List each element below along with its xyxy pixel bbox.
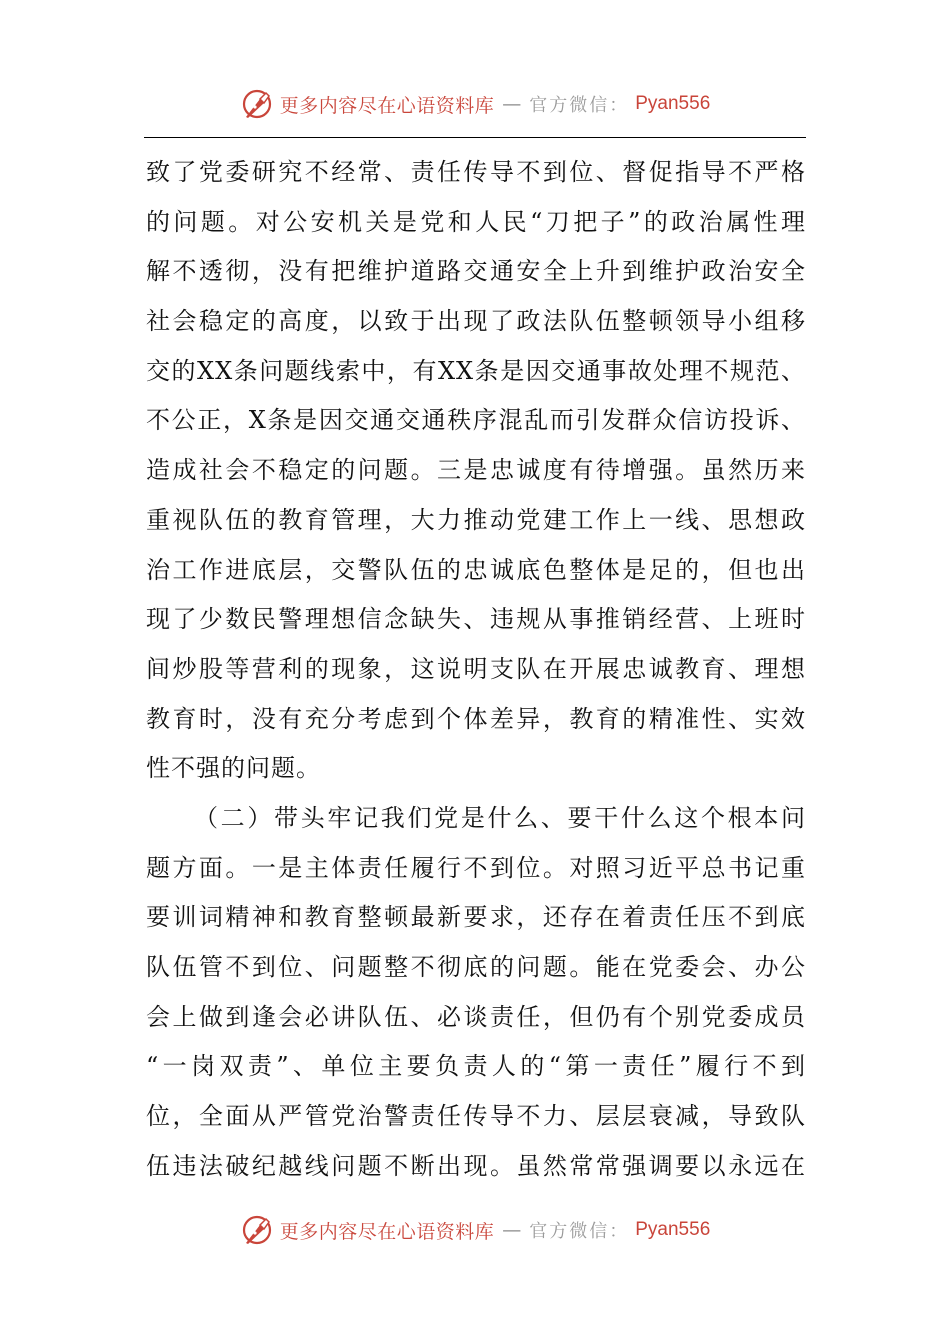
banner-wechat-id: Pyan556 [635,1219,711,1240]
banner-brand-text: 更多内容尽在心语资料库 [279,94,495,117]
body-line: 的问题。对公安机关是党和人民“刀把子”的政治属性理 [146,207,806,236]
body-line: 社会稳定的高度，以致于出现了政法队伍整顿领导小组移 [146,307,806,336]
header-banner [0,84,950,124]
body-line: “一岗双责”、单位主要负责人的“第一责任”履行不到 [146,1052,806,1081]
body-line: 题方面。一是主体责任履行不到位。对照习近平总书记重 [146,853,806,882]
document-body [146,148,806,1191]
body-line: 交的XX条问题线索中，有XX条是因交通事故处理不规范、 [146,356,806,385]
section-heading-line: （二）带头牢记我们党是什么、要干什么这个根本问 [194,803,806,832]
body-line: 位，全面从严管党治警责任传导不力、层层衰减，导致队 [146,1102,806,1131]
body-line: 会上做到逢会必讲队伍、必谈责任，但仍有个别党委成员 [146,1002,806,1031]
footer-banner [0,1210,950,1250]
banner-brand-text: 更多内容尽在心语资料库 [279,1220,495,1243]
body-line: 间炒股等营利的现象，这说明支队在开展忠诚教育、理想 [146,654,806,683]
body-line: 伍违法破纪越线问题不断出现。虽然常常强调要以永远在 [146,1151,806,1180]
banner-dash: — [502,1219,522,1241]
body-line: 现了少数民警理想信念缺失、违规从事推销经营、上班时 [146,605,806,634]
banner-wechat-id: Pyan556 [635,93,711,114]
banner-official-label: 官方微信： [529,1221,630,1242]
header-divider [144,137,806,138]
banner-official-label: 官方微信： [529,95,630,116]
banner-dash: — [502,93,522,115]
body-line: 要训词精神和教育整顿最新要求，还存在着责任压不到底 [146,903,806,932]
body-line: 造成社会不稳定的问题。三是忠诚度有待增强。虽然历来 [146,456,806,485]
pen-nib-circle-icon [240,87,274,121]
body-line: 解不透彻，没有把维护道路交通安全上升到维护政治安全 [146,257,806,286]
body-line: 致了党委研究不经常、责任传导不到位、督促指导不严格 [146,158,806,186]
body-line: 治工作进底层，交警队伍的忠诚底色整体是足的，但也出 [146,555,806,584]
body-line: 队伍管不到位、问题整不彻底的问题。能在党委会、办公 [146,953,806,981]
pen-nib-circle-icon [240,1213,274,1247]
body-line: 性不强的问题。 [146,754,321,783]
body-line: 不公正，X条是因交通交通秩序混乱而引发群众信访投诉、 [146,406,806,435]
body-line: 教育时，没有充分考虑到个体差异，教育的精准性、实效 [146,704,806,733]
body-line: 重视队伍的教育管理，大力推动党建工作上一线、思想政 [146,505,806,534]
